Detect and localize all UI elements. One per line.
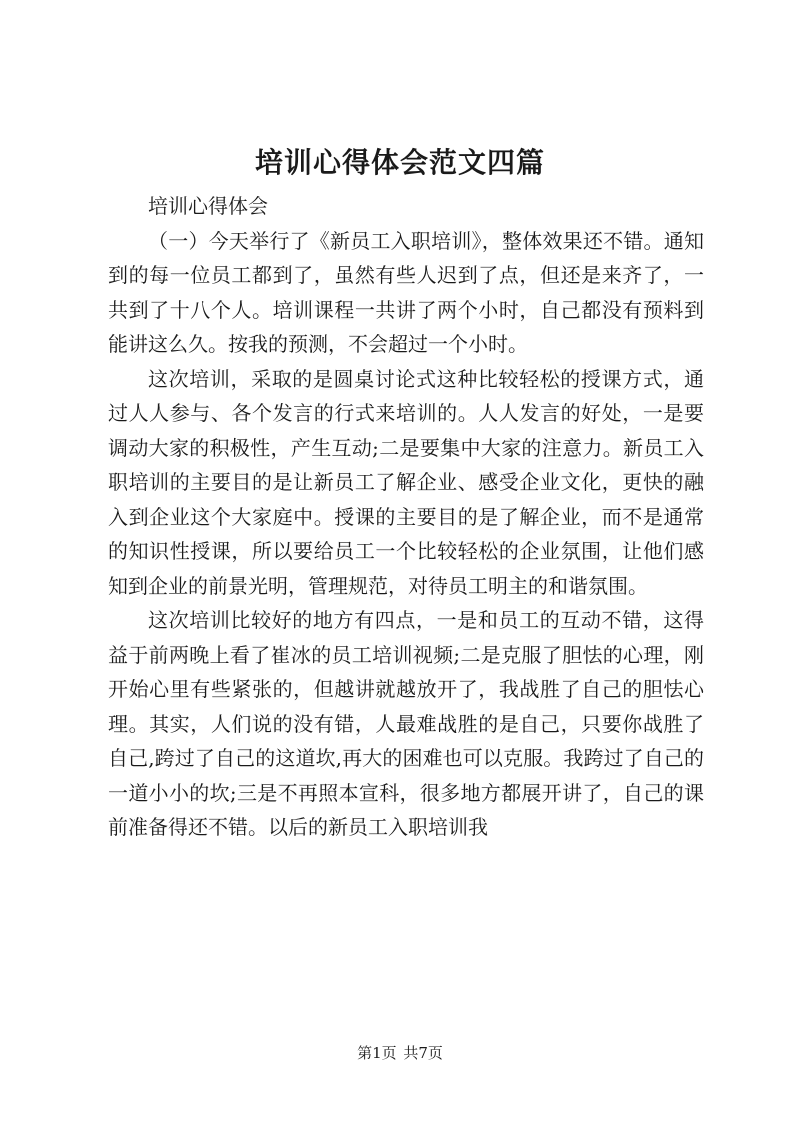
document-body — [108, 189, 704, 845]
page-footer: 第1页 共7页 — [357, 1044, 443, 1062]
section-heading: 培训心得体会 — [148, 194, 268, 218]
document-title: 培训心得体会范文四篇 — [254, 146, 545, 179]
paragraph: （一）今天举行了《新员工入职培训》，整体效果还不错。通知到的每一位员工都到了，虽然有些人迟到了点，但还是来齐了，一共到了十八个人。培训课程一共讲了两个小时，自己都没有预料到能讲这么久。按我的预测，不会超过一个小时。 — [108, 228, 704, 356]
paragraph: 这次培训，采取的是圆桌讨论式这种比较轻松的授课方式，通过人人参与、各个发言的行式来培训的。人人发言的好处，一是要调动大家的积极性，产生互动;二是要集中大家的注意力。新员工入职培训的主要目的是让新员工了解企业、感受企业文化，更快的融入到企业这个大家庭中。授课的主要目的是了解企业，而不是通常的知识性授课，所以要给员工一个比较轻松的企业氛围，让他们感知到企业的前景光明，管理规范，对待员工明主的和谐氛围。 — [108, 366, 704, 598]
paragraph: 这次培训比较好的地方有四点，一是和员工的互动不错，这得益于前两晚上看了崔冰的员工培训视频;二是克服了胆怯的心理，刚开始心里有些紧张的，但越讲就越放开了，我战胜了自己的胆怯心理。其实，人们说的没有错，人最难战胜的是自己，只要你战胜了自己,跨过了自己的这道坎,再大的困难也可以克服。我跨过了自己的一道小小的坎;三是不再照本宣科，很多地方都展开讲了，自己的课前准备得还不错。以后的新员工入职培训我 — [108, 608, 704, 839]
